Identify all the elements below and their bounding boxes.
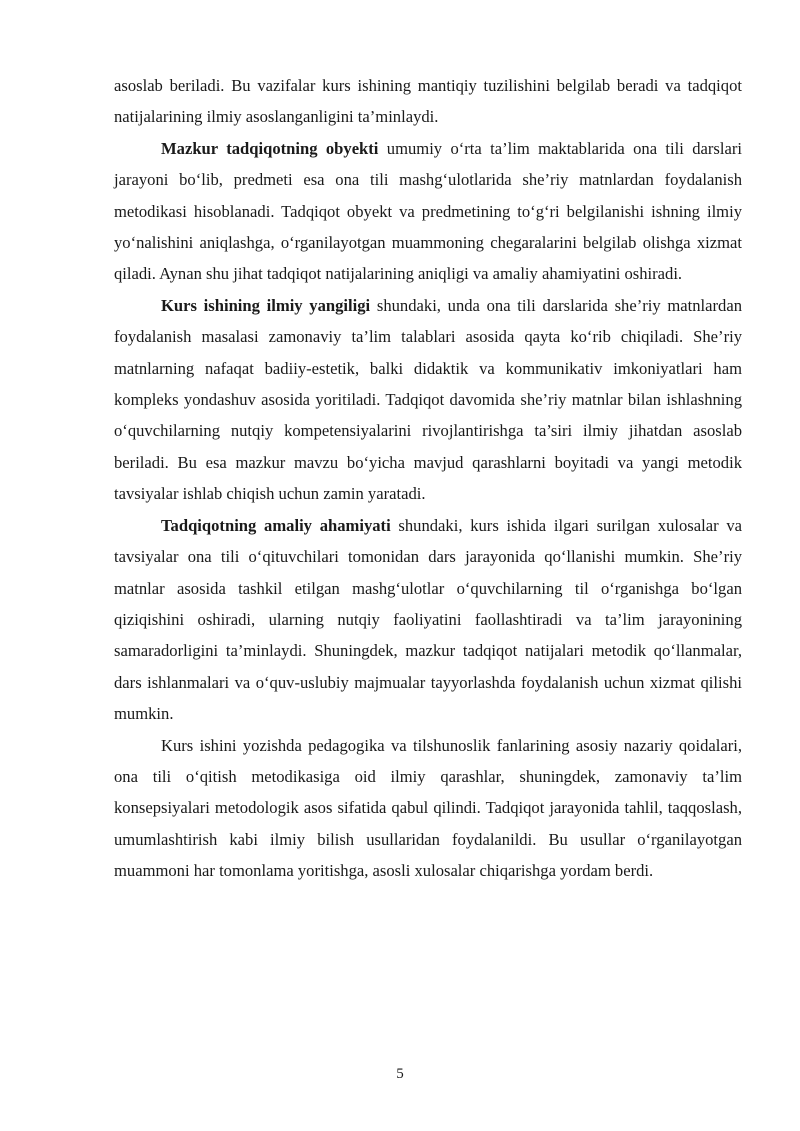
paragraph-text: shundaki, unda ona tili darslarida she’riy matnlardan foydalanish masalasi zamonaviy ta’lim talablari asosida qayta ko‘rib chiqiladi. She’riy matnlarning nafaqat badiiy-estetik, balki didaktik va kommunikativ imkoniyatlari ham kompleks yondashuv asosida yoritiladi. Tadqiqot davomida she’riy matnlar bilan ishlashning o‘quvchilarning nutqiy kompetensiyalarini rivojlantirishga ta’siri ilmiy jihatdan asoslab beriladi. Bu esa mazkur mavzu bo‘yicha mavjud qarashlarni boyitadi va yangi metodik tavsiyalar ishlab chiqish uchun zamin yaratadi. (114, 295, 742, 504)
document-page (114, 70, 742, 887)
paragraph-methodology (114, 730, 742, 887)
paragraph-text: asoslab beriladi. Bu vazifalar kurs ishining mantiqiy tuzilishini belgilab beradi va tadqiqot natijalarining ilmiy asoslanganligini ta’minlaydi. (114, 76, 742, 127)
paragraph-text: umumiy o‘rta ta’lim maktablarida ona tili darslari jarayoni bo‘lib, predmeti esa ona tili mashg‘ulotlarida she’riy matnlardan foydalanish metodikasi hisoblanadi. Tadqiqot obyekt va predmetining to‘g‘ri belgilanishi ishning ilmiy yo‘nalishini aniqlashga, o‘rganilayotgan muammoning chegaralarini belgilab olishga xizmat qiladi. Aynan shu jihat tadqiqot natijalarining aniqligi va amaliy ahamiyatini oshiradi. (114, 138, 742, 284)
paragraph-heading: Mazkur tadqiqotning obyekti (161, 138, 379, 158)
paragraph-practical-significance (114, 510, 742, 730)
paragraph-research-object (114, 133, 742, 290)
paragraph-continuation (114, 70, 742, 133)
paragraph-heading: Kurs ishining ilmiy yangiligi (161, 295, 371, 315)
page-number: 5 (396, 1066, 404, 1082)
paragraph-text: Kurs ishini yozishda pedagogika va tilshunoslik fanlarining asosiy nazariy qoidalari, ona tili o‘qitish metodikasiga oid ilmiy qarashlar, shuningdek, zamonaviy ta’lim konsepsiyalari metodologik asos sifatida qabul qilindi. Tadqiqot jarayonida tahlil, taqqoslash, umumlashtirish kabi ilmiy bilish usullaridan foydalanildi. Bu usullar o‘rganilayotgan muammoni har tomonlama yoritishga, asosli xulosalar chiqarishga yordam berdi. (114, 735, 742, 881)
paragraph-scientific-novelty (114, 290, 742, 510)
paragraph-heading: Tadqiqotning amaliy ahamiyati (161, 515, 391, 535)
paragraph-text: shundaki, kurs ishida ilgari surilgan xulosalar va tavsiyalar ona tili o‘qituvchilari tomonidan dars jarayonida qo‘llanishi mumkin. She’riy matnlar asosida tashkil etilgan mashg‘ulotlar o‘quvchilarning til o‘rganishga bo‘lgan qiziqishini oshiradi, ularning nutqiy faoliyatini faollashtiradi va ta’lim jarayonining samaradorligini ta’minlaydi. Shuningdek, mazkur tadqiqot natijalari metodik qo‘llanmalar, dars ishlanmalari va o‘quv-uslubiy majmualar tayyorlashda foydalanish uchun xizmat qilishi mumkin. (114, 515, 742, 724)
